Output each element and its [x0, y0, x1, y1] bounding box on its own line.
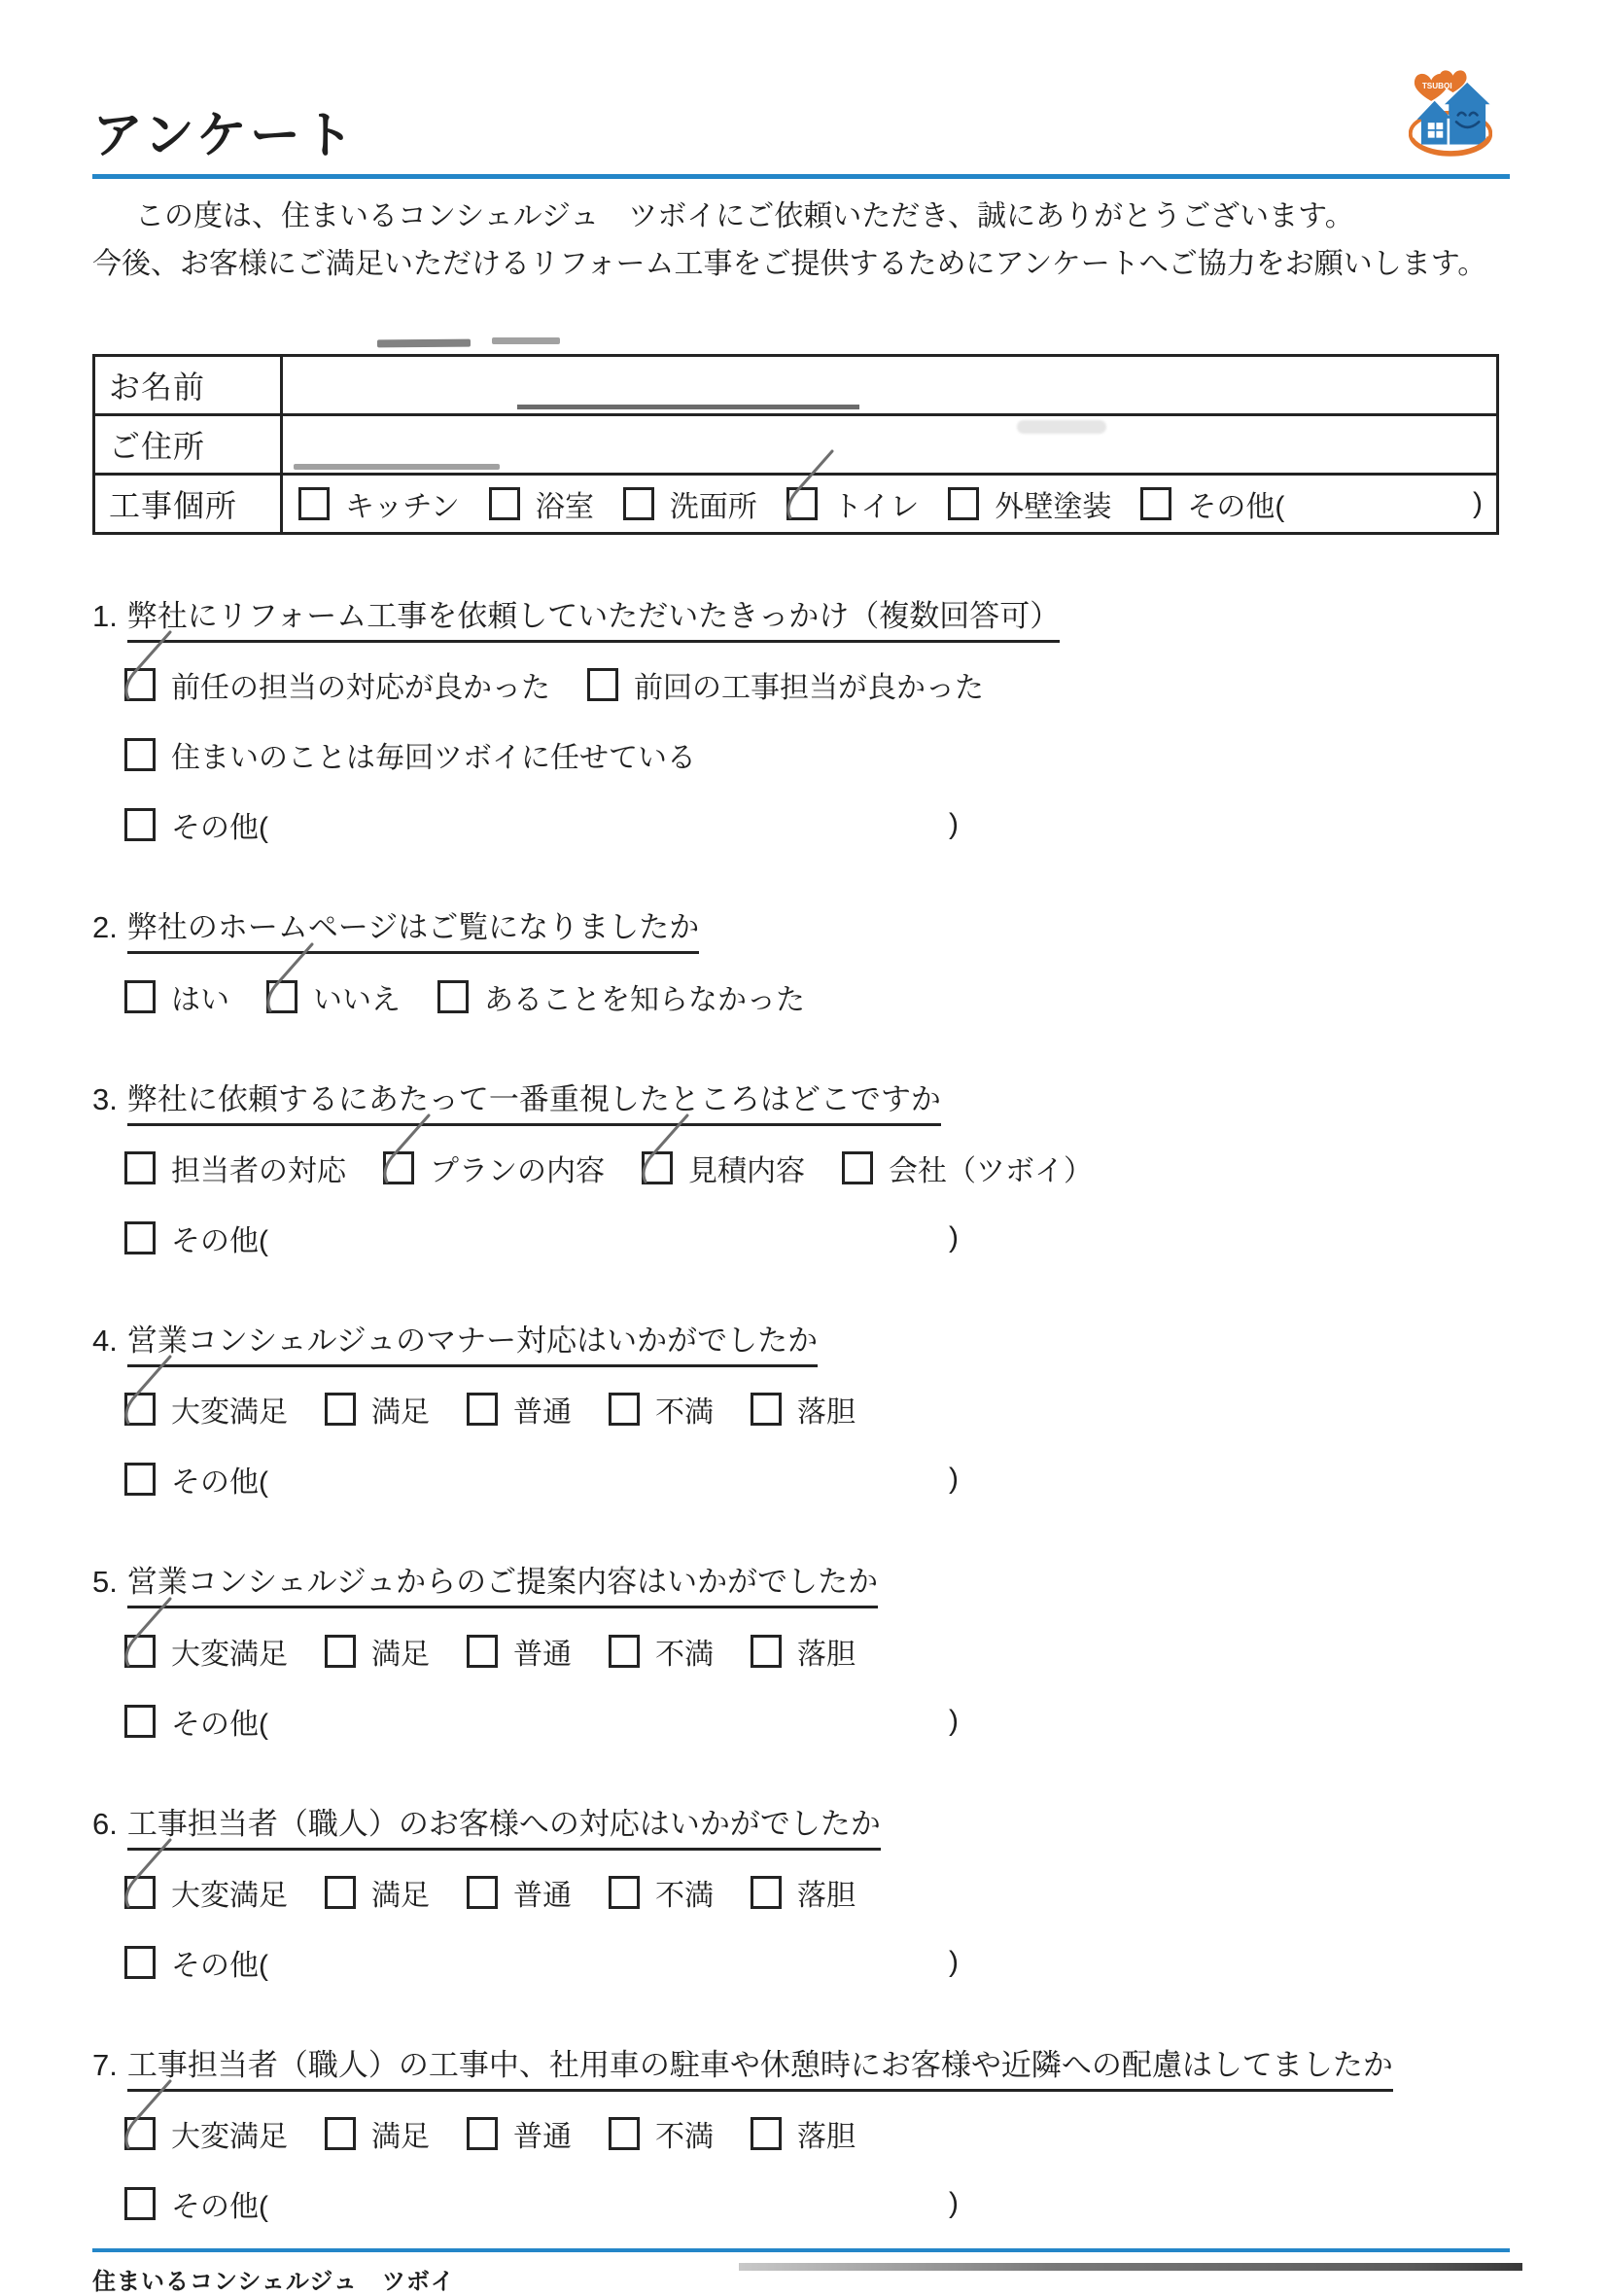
option-label: 浴室 [535, 491, 594, 524]
survey-option [124, 1630, 288, 1673]
option-checkbox[interactable] [609, 1635, 640, 1668]
survey-option [124, 1700, 959, 1743]
close-paren: ) [949, 1945, 959, 1978]
survey-option [786, 482, 920, 525]
survey-option [609, 2112, 714, 2155]
option-label: 満足 [371, 1879, 430, 1912]
survey-option [609, 1388, 714, 1431]
survey-option [325, 1630, 430, 1673]
survey-option [467, 1388, 572, 1431]
intro-line-1: この度は、住まいるコンシェルジュ ツボイにご依頼いただき、誠にありがとうございます。 [135, 200, 1354, 233]
survey-option [609, 1871, 714, 1914]
survey-question [92, 908, 1510, 1017]
option-label: 大変満足 [171, 1396, 288, 1430]
option-checkbox[interactable] [467, 1393, 498, 1426]
option-label: 前任の担当の対応が良かった [171, 672, 550, 705]
option-label: 洗面所 [669, 491, 757, 524]
option-checkbox[interactable] [467, 2117, 498, 2150]
logo-small-house-icon [1417, 101, 1452, 145]
tsuboi-logo [1409, 66, 1492, 163]
question-number: 7. [92, 2047, 118, 2082]
survey-option [467, 1871, 572, 1914]
option-label: 落胆 [797, 2121, 856, 2154]
option-checkbox[interactable] [751, 1393, 782, 1426]
option-checkbox[interactable] [623, 487, 654, 520]
option-checkbox[interactable] [437, 980, 469, 1013]
survey-option [467, 2112, 572, 2155]
option-label: 不満 [655, 2121, 714, 2154]
intro-line-2: 今後、お客様にご満足いただけるリフォーム工事をご提供するためにアンケートへご協力をお願いします。 [92, 248, 1487, 281]
question-text: 弊社に依頼するにあたって一番重視したところはどこですか [127, 1082, 941, 1126]
question-number: 3. [92, 1081, 118, 1116]
survey-option [467, 1630, 572, 1673]
survey-option [437, 975, 805, 1018]
option-row [124, 2112, 1510, 2155]
question-options [92, 663, 1510, 846]
survey-option [325, 1388, 430, 1431]
work-location-label: 工事個所 [94, 475, 282, 534]
option-label: その他( [171, 1949, 268, 1982]
question-options [92, 2112, 1510, 2225]
option-checkbox[interactable] [842, 1151, 873, 1184]
option-checkbox-checked[interactable] [786, 487, 818, 520]
footer-rule [92, 2248, 1510, 2252]
page-footer [92, 2248, 1510, 2296]
option-checkbox[interactable] [124, 980, 156, 1013]
close-paren: ) [949, 808, 959, 841]
option-label: 満足 [371, 1638, 430, 1671]
survey-option [1140, 482, 1483, 525]
option-checkbox[interactable] [325, 2117, 356, 2150]
option-checkbox[interactable] [124, 738, 156, 771]
survey-option [751, 1630, 856, 1673]
survey-option [124, 1147, 346, 1189]
option-label: トイレ [832, 491, 920, 524]
table-row-address [94, 415, 1498, 475]
option-label: 不満 [655, 1638, 714, 1671]
option-row [124, 733, 1510, 776]
survey-option [751, 1388, 856, 1431]
survey-option [751, 2112, 856, 2155]
option-label: いいえ [313, 983, 401, 1016]
option-checkbox[interactable] [124, 808, 156, 841]
intro-paragraph [92, 193, 1510, 288]
work-location-options [283, 476, 1496, 532]
question-options [92, 1630, 1510, 1743]
option-row [124, 2182, 1510, 2225]
option-label: 普通 [513, 2121, 572, 2154]
option-row [124, 1700, 1510, 1743]
question-number: 4. [92, 1324, 118, 1359]
survey-option [383, 1147, 605, 1189]
survey-option [325, 2112, 430, 2155]
survey-option [124, 2112, 288, 2155]
option-label: 前回の工事担当が良かった [634, 672, 984, 705]
question-number: 5. [92, 1565, 118, 1600]
option-label: 不満 [655, 1879, 714, 1912]
name-input-area[interactable] [282, 356, 1498, 415]
survey-option [842, 1147, 1093, 1189]
option-checkbox[interactable] [124, 1151, 156, 1184]
option-checkbox[interactable] [124, 1705, 156, 1738]
option-checkbox[interactable] [325, 1876, 356, 1909]
option-label: その他( [171, 1225, 268, 1258]
survey-question [92, 1805, 1510, 1984]
option-checkbox[interactable] [325, 1635, 356, 1668]
survey-option [266, 975, 401, 1018]
survey-option [587, 663, 984, 706]
survey-question [92, 1080, 1510, 1259]
option-checkbox[interactable] [609, 1876, 640, 1909]
option-checkbox-checked[interactable] [642, 1151, 673, 1184]
question-heading [92, 1563, 1510, 1602]
option-checkbox[interactable] [1140, 487, 1171, 520]
option-label: 住まいのことは毎回ツボイに任せている [171, 742, 696, 775]
option-label: その他( [1187, 491, 1285, 524]
option-label: その他( [171, 2191, 268, 2224]
survey-question [92, 597, 1510, 846]
survey-option [325, 1871, 430, 1914]
option-checkbox-checked[interactable] [266, 980, 297, 1013]
option-checkbox[interactable] [751, 1876, 782, 1909]
option-checkbox[interactable] [587, 668, 618, 701]
option-label: 落胆 [797, 1396, 856, 1430]
option-label: 外壁塗装 [995, 491, 1112, 524]
option-checkbox-checked[interactable] [383, 1151, 414, 1184]
option-checkbox[interactable] [325, 1393, 356, 1426]
address-input-area[interactable] [282, 415, 1498, 475]
survey-question [92, 1563, 1510, 1742]
survey-option [124, 733, 696, 776]
question-heading [92, 1080, 1510, 1119]
option-label: 普通 [513, 1638, 572, 1671]
question-number: 6. [92, 1806, 118, 1841]
option-row [124, 1217, 1510, 1259]
option-checkbox-checked[interactable] [124, 668, 156, 701]
question-text: 弊社にリフォーム工事を依頼していただいたきっかけ（複数回答可） [127, 599, 1060, 643]
questions-list [92, 597, 1510, 2225]
option-row [124, 663, 1510, 706]
option-checkbox[interactable] [609, 1393, 640, 1426]
option-checkbox[interactable] [751, 2117, 782, 2150]
option-row [124, 1388, 1510, 1431]
survey-option [124, 1217, 959, 1259]
option-row [124, 1630, 1510, 1673]
option-checkbox[interactable] [124, 1463, 156, 1496]
logo-wordmark: TSUBOI [1421, 81, 1452, 90]
option-checkbox[interactable] [124, 1946, 156, 1979]
option-label: 見積内容 [688, 1155, 805, 1188]
footer-company-name: 住まいるコンシェルジュ ツボイ [92, 2269, 455, 2296]
close-paren: ) [949, 1463, 959, 1496]
option-checkbox-checked[interactable] [124, 1876, 156, 1909]
survey-option [124, 975, 229, 1018]
option-label: その他( [171, 812, 268, 845]
tsuboi-logo-graphic [1409, 66, 1492, 163]
address-label: ご住所 [94, 415, 282, 475]
option-checkbox[interactable] [609, 2117, 640, 2150]
option-label: 満足 [371, 1396, 430, 1430]
survey-option [124, 1388, 288, 1431]
question-text: 工事担当者（職人）の工事中、社用車の駐車や休憩時にお客様や近隣への配慮はしてましたか [127, 2048, 1393, 2092]
option-label: 大変満足 [171, 2121, 288, 2154]
survey-option [124, 1871, 288, 1914]
option-label: 落胆 [797, 1638, 856, 1671]
survey-option [623, 482, 757, 525]
survey-option [298, 482, 460, 525]
option-label: 普通 [513, 1396, 572, 1430]
close-paren: ) [949, 1221, 959, 1254]
question-heading [92, 1805, 1510, 1844]
table-row-name [94, 356, 1498, 415]
option-checkbox[interactable] [489, 487, 520, 520]
question-number: 2. [92, 910, 118, 945]
logo-big-house-icon [1445, 83, 1489, 145]
survey-option [489, 482, 594, 525]
option-label: 大変満足 [171, 1638, 288, 1671]
option-label: 会社（ツボイ） [889, 1155, 1093, 1188]
question-heading [92, 1322, 1510, 1360]
option-label: その他( [171, 1708, 268, 1741]
option-label: 担当者の対応 [171, 1155, 346, 1188]
option-label: 大変満足 [171, 1879, 288, 1912]
option-label: 満足 [371, 2121, 430, 2154]
question-options [92, 1147, 1510, 1259]
option-row [124, 1458, 1510, 1501]
question-options [92, 1388, 1510, 1501]
option-label: あることを知らなかった [484, 983, 805, 1016]
survey-question [92, 2046, 1510, 2225]
option-label: キッチン [345, 491, 460, 524]
option-row [124, 1871, 1510, 1914]
name-label: お名前 [94, 356, 282, 415]
question-heading [92, 908, 1510, 947]
option-label: 普通 [513, 1879, 572, 1912]
survey-option [948, 482, 1111, 525]
option-label: はい [171, 983, 229, 1016]
question-options [92, 1871, 1510, 1984]
question-heading [92, 2046, 1510, 2085]
option-row [124, 975, 1510, 1018]
survey-option [609, 1630, 714, 1673]
option-row [124, 1941, 1510, 1984]
survey-question [92, 1322, 1510, 1501]
option-checkbox[interactable] [751, 1635, 782, 1668]
survey-option [124, 1941, 959, 1984]
option-checkbox-checked[interactable] [124, 1635, 156, 1668]
survey-option [642, 1147, 805, 1189]
question-heading [92, 597, 1510, 636]
question-text: 営業コンシェルジュのマナー対応はいかがでしたか [127, 1324, 818, 1367]
option-row [124, 803, 1510, 846]
option-label: 落胆 [797, 1879, 856, 1912]
survey-option [124, 1458, 959, 1501]
respondent-info-table [92, 354, 1499, 535]
option-checkbox[interactable] [467, 1876, 498, 1909]
option-checkbox[interactable] [124, 2187, 156, 2220]
survey-option [751, 1871, 856, 1914]
table-row-work-location [94, 475, 1498, 534]
option-checkbox[interactable] [124, 1221, 156, 1254]
option-label: その他( [171, 1466, 268, 1500]
close-paren: ) [1473, 487, 1483, 520]
question-text: 弊社のホームページはご覧になりましたか [127, 910, 699, 954]
option-checkbox[interactable] [948, 487, 979, 520]
close-paren: ) [949, 1704, 959, 1737]
page-title: アンケート [92, 108, 357, 164]
survey-option [124, 663, 550, 706]
survey-option [124, 2182, 959, 2225]
option-checkbox-checked[interactable] [124, 1393, 156, 1426]
option-row [124, 1147, 1510, 1189]
option-checkbox[interactable] [298, 487, 330, 520]
option-label: プランの内容 [430, 1155, 605, 1188]
question-text: 工事担当者（職人）のお客様への対応はいかがでしたか [127, 1807, 881, 1851]
title-rule [92, 174, 1510, 179]
question-text: 営業コンシェルジュからのご提案内容はいかがでしたか [127, 1565, 878, 1608]
option-checkbox-checked[interactable] [124, 2117, 156, 2150]
question-options [92, 975, 1510, 1018]
option-checkbox[interactable] [467, 1635, 498, 1668]
survey-option [124, 803, 959, 846]
option-label: 不満 [655, 1396, 714, 1430]
close-paren: ) [949, 2187, 959, 2220]
question-number: 1. [92, 599, 118, 634]
